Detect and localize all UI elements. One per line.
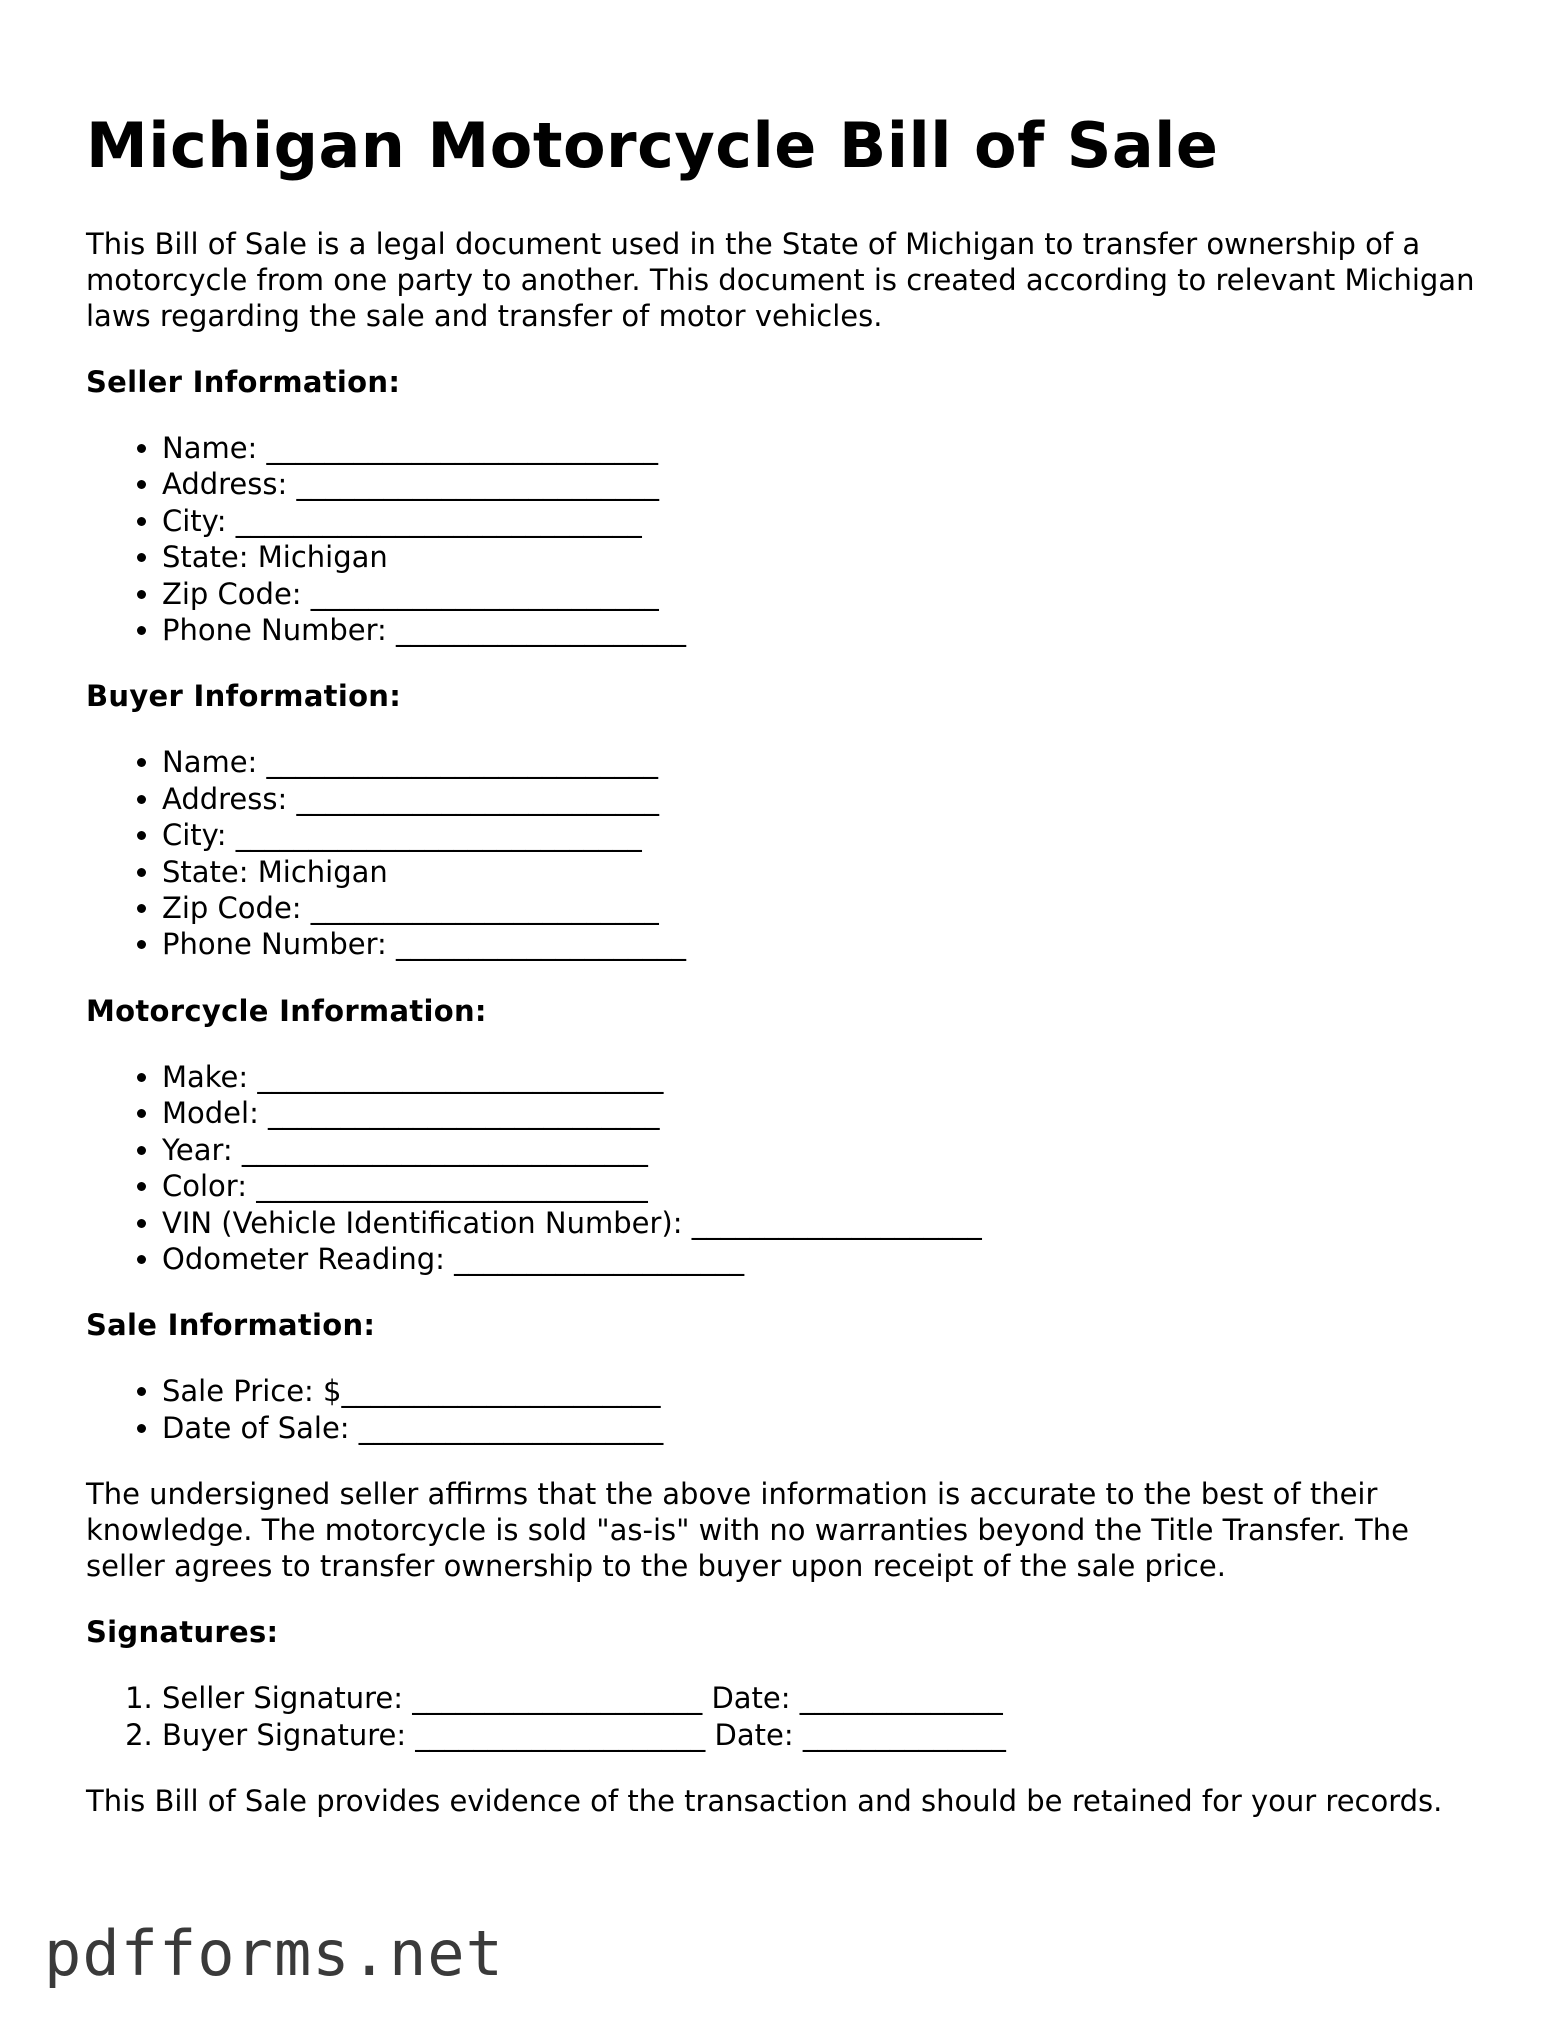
buyer-state-field: • State: Michigan <box>162 854 1486 890</box>
sale-price-field: • Sale Price: $______________________ <box>162 1373 1486 1409</box>
buyer-list <box>86 744 1486 962</box>
sale-heading: Sale Information: <box>86 1308 376 1343</box>
affirmation-paragraph: The undersigned seller affirms that the above information is accurate to the best of their knowledge. The motorcycle is sold "as-is" with no warranties beyond the Title Transfer. The seller agrees to transfer ownership to the buyer upon receipt of the sale price. <box>86 1477 1409 1584</box>
sale-list <box>86 1373 1486 1446</box>
motorcycle-list <box>86 1059 1486 1277</box>
intro-paragraph: This Bill of Sale is a legal document used in the State of Michigan to transfer ownership of a motorcycle from one party to another. This document is created according to relevant Michigan laws regarding the sale and transfer of motor vehicles. <box>86 227 1475 333</box>
watermark-logo: pdfforms.net <box>44 1917 504 1990</box>
motorcycle-vin-field: • VIN (Vehicle Identification Number): ____________________ <box>162 1205 1486 1241</box>
buyer-city-field: • City: ____________________________ <box>162 817 1486 853</box>
seller-phone-field: • Phone Number: ____________________ <box>162 612 1486 648</box>
buyer-heading: Buyer Information: <box>86 679 402 714</box>
seller-name-field: • Name: ___________________________ <box>162 430 1486 466</box>
seller-signature-field: 1. Seller Signature: ____________________ Date: ______________ <box>162 1680 1486 1716</box>
buyer-zip-field: • Zip Code: ________________________ <box>162 890 1486 926</box>
buyer-address-field: • Address: _________________________ <box>162 781 1486 817</box>
seller-state-field: • State: Michigan <box>162 539 1486 575</box>
motorcycle-heading: Motorcycle Information: <box>86 993 487 1028</box>
buyer-name-field: • Name: ___________________________ <box>162 744 1486 780</box>
seller-city-field: • City: ____________________________ <box>162 503 1486 539</box>
motorcycle-year-field: • Year: ____________________________ <box>162 1132 1486 1168</box>
motorcycle-odometer-field: • Odometer Reading: ____________________ <box>162 1241 1486 1277</box>
document-title: Michigan Motorcycle Bill of Sale <box>86 109 1219 182</box>
motorcycle-model-field: • Model: ___________________________ <box>162 1095 1486 1131</box>
closing-paragraph: This Bill of Sale provides evidence of the transaction and should be retained for your records. <box>86 1783 1443 1818</box>
motorcycle-make-field: • Make: ____________________________ <box>162 1059 1486 1095</box>
seller-zip-field: • Zip Code: ________________________ <box>162 576 1486 612</box>
seller-heading: Seller Information: <box>86 365 401 399</box>
motorcycle-color-field: • Color: ___________________________ <box>162 1168 1486 1204</box>
seller-address-field: • Address: _________________________ <box>162 466 1486 502</box>
signatures-heading: Signatures: <box>86 1615 279 1650</box>
sale-date-field: • Date of Sale: _____________________ <box>162 1410 1486 1446</box>
seller-list <box>86 430 1486 648</box>
signatures-list <box>86 1680 1486 1753</box>
buyer-signature-field: 2. Buyer Signature: ____________________ Date: ______________ <box>162 1717 1486 1753</box>
buyer-phone-field: • Phone Number: ____________________ <box>162 926 1486 962</box>
document-page <box>86 108 1486 1819</box>
